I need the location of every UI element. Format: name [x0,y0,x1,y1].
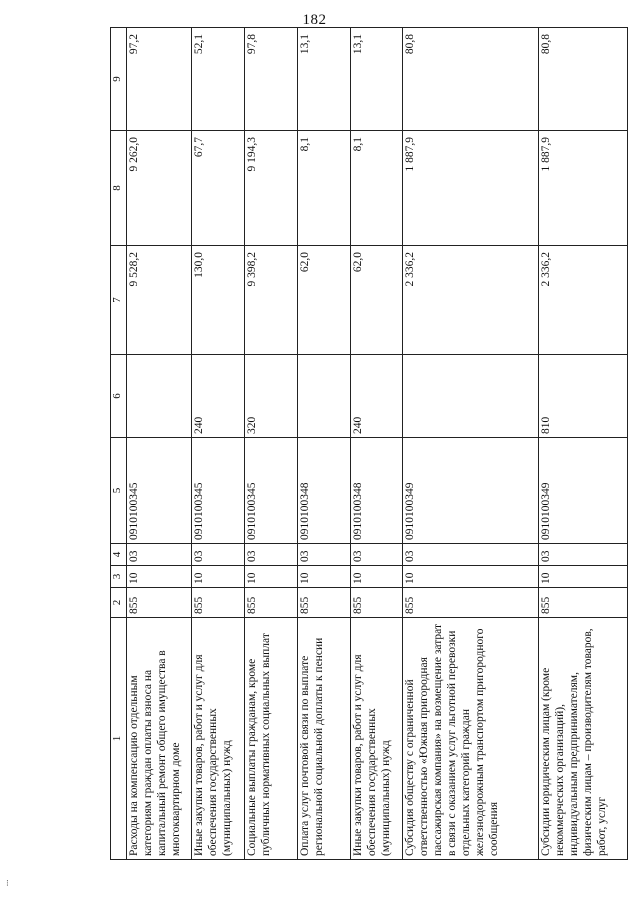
cell-kvsr: 855 [191,588,244,618]
cell-expense-type: 320 [244,355,297,438]
cell-section: 10 [350,566,403,588]
cell-expense-type [297,355,350,438]
cell-section: 10 [403,566,539,588]
table-row [403,28,539,860]
cell-percent: 13,1 [350,28,403,131]
cell-percent: 80,8 [539,28,628,131]
cell-target-article: 0910100348 [350,438,403,544]
header-cell: 8 [111,131,127,246]
cell-actual: 1 887,9 [539,131,628,246]
table-row [297,28,350,860]
cell-plan: 62,0 [297,246,350,355]
table-row [539,28,628,860]
cell-plan: 9 528,2 [127,246,192,355]
header-cell: 7 [111,246,127,355]
cell-subsection: 03 [191,544,244,566]
table-header-row [111,28,127,860]
scan-edge-mark: ⁝ [6,878,9,888]
row-description: Иные закупки товаров, работ и услуг для обеспечения государственных (муниципальных) нужд [350,618,403,860]
row-description: Расходы на компенсацию отдельным категориям граждан оплаты взноса на капитальный ремонт общего имущества в многоквартирном доме [127,618,192,860]
cell-target-article: 0910100345 [127,438,192,544]
header-cell: 3 [111,566,127,588]
cell-kvsr: 855 [244,588,297,618]
cell-plan: 130,0 [191,246,244,355]
cell-kvsr: 855 [403,588,539,618]
row-description: Субсидия обществу с ограниченной ответственностью «Южная пригородная пассажирская компания» на возмещение затрат в связи с оказанием услуг льготной перевозки отдельных категорий граждан железнодорожным транспортом пригородного сообщения [403,618,539,860]
cell-section: 10 [539,566,628,588]
cell-plan: 62,0 [350,246,403,355]
cell-subsection: 03 [350,544,403,566]
cell-subsection: 03 [297,544,350,566]
cell-subsection: 03 [127,544,192,566]
cell-actual: 9 262,0 [127,131,192,246]
cell-actual: 67,7 [191,131,244,246]
table-row [350,28,403,860]
header-cell: 4 [111,544,127,566]
page-number: 182 [302,12,327,28]
cell-actual: 8,1 [297,131,350,246]
cell-percent: 97,8 [244,28,297,131]
row-description: Субсидии юридическим лицам (кроме некоммерческих организаций), индивидуальным предпринимателям, физическим лицам – производителям товаров, работ, услуг [539,618,628,860]
cell-target-article: 0910100349 [539,438,628,544]
header-cell: 6 [111,355,127,438]
table-row [191,28,244,860]
cell-kvsr: 855 [297,588,350,618]
cell-plan: 9 398,2 [244,246,297,355]
header-cell: 1 [111,618,127,860]
cell-kvsr: 855 [539,588,628,618]
cell-section: 10 [244,566,297,588]
budget-table [110,27,628,860]
cell-expense-type: 240 [350,355,403,438]
cell-section: 10 [127,566,192,588]
cell-subsection: 03 [539,544,628,566]
cell-plan: 2 336,2 [403,246,539,355]
cell-subsection: 03 [403,544,539,566]
cell-expense-type [403,355,539,438]
cell-percent: 13,1 [297,28,350,131]
cell-expense-type: 810 [539,355,628,438]
table-row [244,28,297,860]
row-description: Оплата услуг почтовой связи по выплате региональной социальной доплаты к пенсии [297,618,350,860]
header-cell: 2 [111,588,127,618]
cell-actual: 1 887,9 [403,131,539,246]
cell-kvsr: 855 [127,588,192,618]
table-row [127,28,192,860]
cell-target-article: 0910100345 [244,438,297,544]
header-cell: 5 [111,438,127,544]
cell-subsection: 03 [244,544,297,566]
row-description: Иные закупки товаров, работ и услуг для обеспечения государственных (муниципальных) нужд [191,618,244,860]
row-description: Социальные выплаты гражданам, кроме публичных нормативных социальных выплат [244,618,297,860]
cell-percent: 97,2 [127,28,192,131]
cell-percent: 52,1 [191,28,244,131]
cell-target-article: 0910100349 [403,438,539,544]
cell-target-article: 0910100345 [191,438,244,544]
cell-expense-type [127,355,192,438]
cell-section: 10 [297,566,350,588]
cell-percent: 80,8 [403,28,539,131]
cell-actual: 8,1 [350,131,403,246]
header-cell: 9 [111,28,127,131]
cell-plan: 2 336,2 [539,246,628,355]
cell-section: 10 [191,566,244,588]
cell-actual: 9 194,3 [244,131,297,246]
cell-kvsr: 855 [350,588,403,618]
rotated-table-container [110,28,628,860]
cell-expense-type: 240 [191,355,244,438]
cell-target-article: 0910100348 [297,438,350,544]
